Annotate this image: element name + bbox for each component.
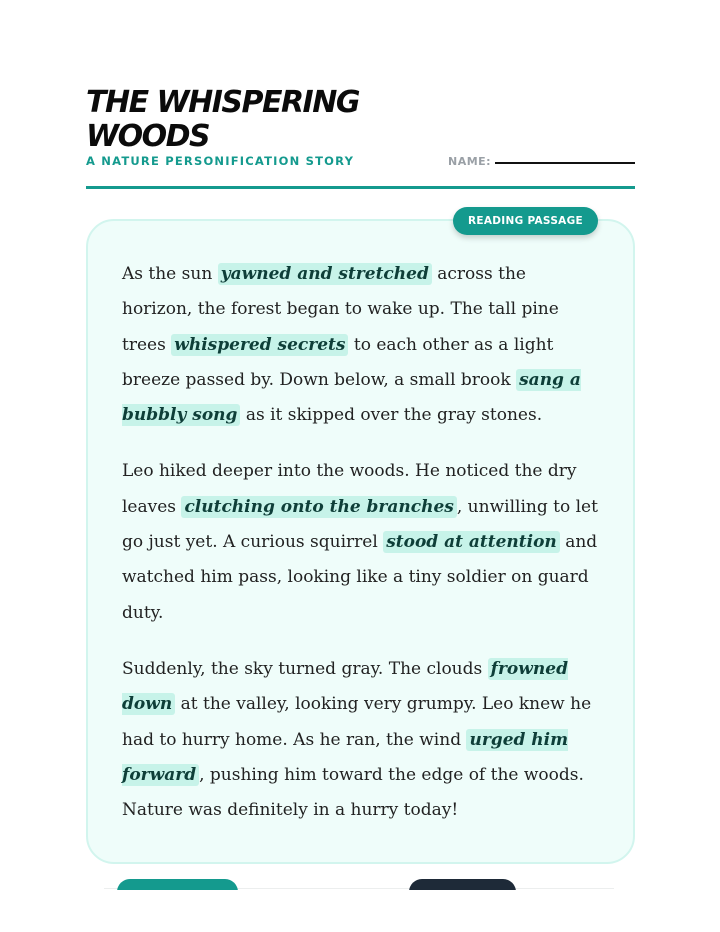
- name-write-line[interactable]: [495, 162, 635, 164]
- passage-text-segment: as it skipped over the gray stones.: [240, 405, 543, 426]
- page-title: THE WHISPERING WOODS: [86, 85, 359, 154]
- personification-highlight[interactable]: urged him forward: [122, 729, 569, 785]
- footer-bar: [0, 878, 720, 890]
- footer-dark-button[interactable]: [409, 879, 516, 890]
- page-subtitle: A NATURE PERSONIFICATION STORY: [86, 154, 355, 168]
- passage-text: [122, 257, 601, 828]
- personification-highlight[interactable]: stood at attention: [383, 531, 560, 553]
- passage-text-segment: , unwilling to let go just yet. A curious squirrel: [122, 496, 598, 553]
- personification-highlight[interactable]: sang a bubbly song: [122, 369, 581, 426]
- footer-accent-button[interactable]: [117, 879, 238, 890]
- header-divider: [86, 186, 635, 189]
- personification-highlight[interactable]: clutching onto the branches: [181, 496, 456, 518]
- passage-text-segment: Leo hiked deeper into the woods. He noticed the dry leaves: [122, 461, 577, 517]
- reading-passage-card: [86, 219, 635, 864]
- passage-text-segment: Suddenly, the sky turned gray. The clouds: [122, 658, 488, 679]
- passage-paragraph: [122, 257, 601, 433]
- personification-highlight[interactable]: yawned and stretched: [218, 263, 432, 285]
- subtitle-row: [86, 152, 635, 172]
- passage-paragraph: [122, 454, 601, 630]
- name-label: NAME:: [448, 155, 492, 168]
- personification-highlight[interactable]: whispered secrets: [171, 334, 348, 356]
- reading-passage-badge: READING PASSAGE: [453, 207, 598, 235]
- passage-text-segment: , pushing him toward the edge of the woods. Nature was definitely in a hurry today!: [122, 764, 584, 821]
- passage-text-segment: As the sun: [122, 264, 218, 284]
- passage-paragraph: [122, 652, 601, 828]
- personification-highlight[interactable]: frowned down: [122, 658, 568, 715]
- passage-text-segment: to each other as a light breeze passed by. Down below, a small brook: [122, 334, 554, 390]
- passage-text-segment: and watched him pass, looking like a tiny soldier on guard duty.: [122, 532, 598, 623]
- worksheet-header: [86, 86, 635, 172]
- passage-text-segment: at the valley, looking very grumpy. Leo knew he had to hurry home. As he ran, the wind: [122, 694, 592, 750]
- passage-text-segment: across the horizon, the forest began to wake up. The tall pine trees: [122, 264, 559, 355]
